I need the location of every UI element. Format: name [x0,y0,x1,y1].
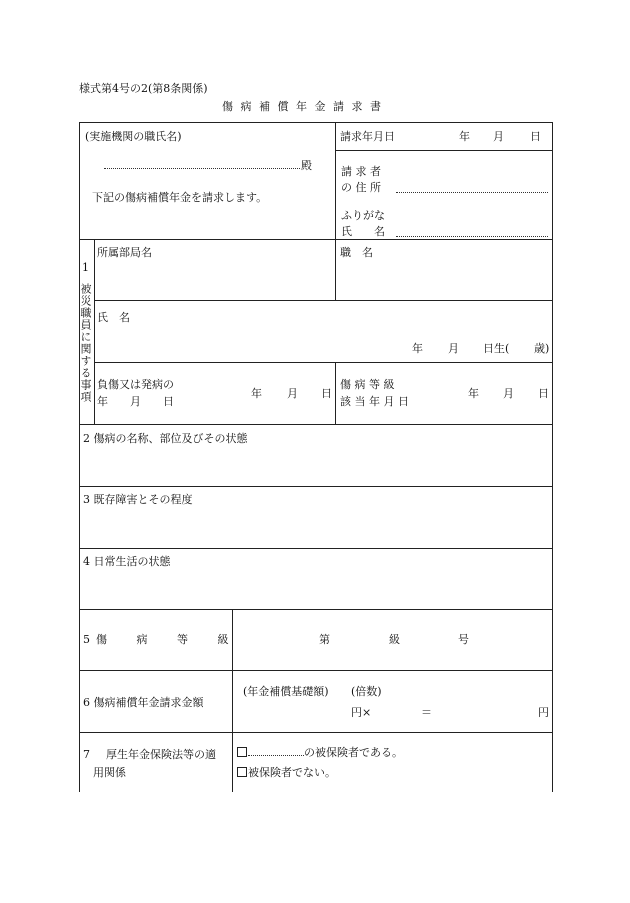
multiplier-label: (倍数) [351,685,382,698]
insured-checkbox[interactable] [237,747,247,757]
furigana-label: ふりがな [341,209,385,222]
injury-date-label-2: 年 月 日 [97,395,174,408]
post-label: 職 名 [340,246,373,259]
grade-go: 号 [458,633,469,646]
grade-month: 月 [503,387,514,400]
grade-year: 年 [468,387,479,400]
birth-age: 歳) [534,342,550,355]
request-text: 下記の傷病補償年金を請求します。 [92,191,268,204]
grade-date-label-1: 傷 病 等 級 [340,378,395,391]
section3-label: 3 既存障害とその程度 [83,493,193,506]
birth-year: 年 [412,342,423,355]
option-insured-text: の被保険者である。 [304,746,403,759]
option-insured-row [237,747,403,758]
section7-label-2: 用関係 [93,766,126,779]
injury-year: 年 [251,387,262,400]
address-label-1: 請 求 者 [341,165,381,178]
injury-month: 月 [287,387,298,400]
birth-month: 月 [448,342,459,355]
grade-date-label-2: 該 当 年 月 日 [340,395,409,408]
section5-number: 5 [83,633,90,646]
honorific: 殿 [301,159,312,172]
birth-day: 日生( [483,342,510,355]
request-date-day: 日 [530,130,541,143]
option-not-insured-text: 被保険者でない。 [248,766,336,779]
grade-kyu: 級 [389,633,400,646]
section5-label: 傷 病 等 級 [96,633,242,646]
injury-day: 日 [321,387,332,400]
page-title: 傷 病 補 償 年 金 請 求 書 [222,100,383,113]
dept-label: 所属部局名 [97,246,152,259]
yen-result: 円 [538,706,549,719]
section2-label: 2 傷病の名称、部位及びその状態 [83,432,248,445]
section4-label: 4 日常生活の状態 [83,555,171,568]
section1-side-label: 被災職員に関する事項 [79,283,92,403]
base-amount-label: (年金補償基礎額) [243,685,329,698]
grade-day: 日 [538,387,549,400]
option-not-insured-row [237,767,336,778]
section1-number: 1 [82,261,89,274]
grade-dai: 第 [319,633,330,646]
claimant-name-label: 氏 名 [341,225,385,238]
agency-label: (実施機関の職氏名) [85,130,182,143]
injury-date-label-1: 負傷又は発病の [97,378,174,391]
section7-label-1: 厚生年金保険法等の適 [106,748,216,761]
address-field[interactable] [396,192,548,193]
section7-number: 7 [83,748,90,761]
section6-label: 6 傷病補償年金請求金額 [83,696,204,709]
claimant-name-field[interactable] [396,236,548,237]
form-number: 様式第4号の2(第8条関係) [79,82,208,95]
employee-name-label: 氏 名 [97,311,130,324]
insurance-type-field[interactable] [248,747,304,756]
request-date-label: 請求年月日 [340,130,395,143]
request-date-year: 年 [459,130,470,143]
request-date-month: 月 [493,130,504,143]
address-label-2: の 住 所 [341,181,381,194]
not-insured-checkbox[interactable] [237,767,247,777]
agency-name-field[interactable] [104,168,300,169]
yen-times: 円× [351,706,372,719]
equals-sign: ＝ [421,706,432,719]
